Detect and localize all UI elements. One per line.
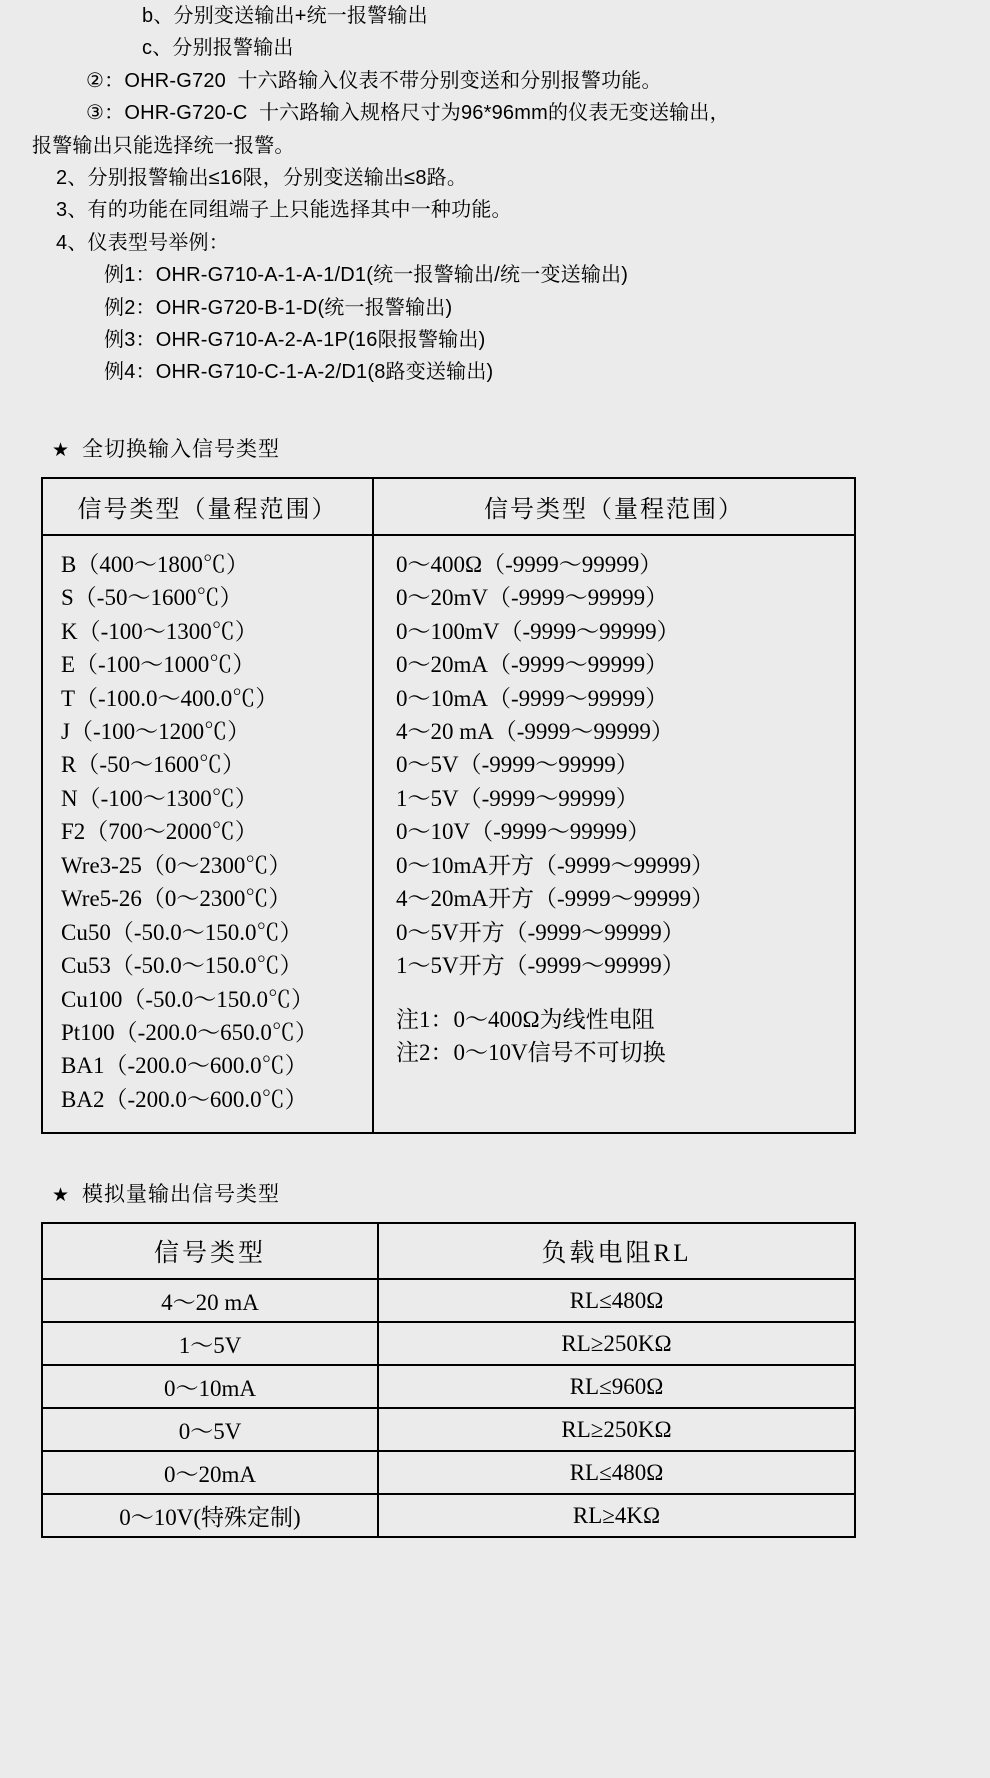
list-item: Wre3-25（0～2300℃） [61,852,292,878]
note-line: c、分别报警输出 [142,37,294,60]
cell-signal-type: 1～5V [42,1322,378,1365]
cell-signal-type: 0～10mA [42,1365,378,1408]
note-line: b、分别变送输出+统一报警输出 [142,5,428,27]
input-signal-table [41,477,856,1135]
cell-load-resistance: RL≥4KΩ [378,1494,855,1537]
note-item: 注1：0～400Ω为线性电阻 [396,1006,655,1032]
list-item: 0～20mV（-9999～99999） [396,585,669,611]
list-item: 0～400Ω（-9999～99999） [396,551,663,577]
input-right-cell [373,535,855,1134]
list-item: 0～5V开方（-9999～99999） [396,919,685,945]
model-example: 例2：OHR-G720-B-1-D(统一报警输出) [104,296,453,319]
note-line: 4、仪表型号举例： [56,231,229,254]
list-item: R（-50～1600℃） [61,752,245,778]
list-item: Wre5-26（0～2300℃） [61,886,292,912]
list-item: S（-50～1600℃） [61,585,243,611]
note-line: 2、分别报警输出≤16限，分别变送输出≤8路。 [56,166,468,189]
input-left-cell [42,535,373,1134]
section-title: 全切换输入信号类型 [82,437,281,461]
star-icon: ★ [52,1185,71,1207]
cell-load-resistance: RL≤960Ω [378,1365,855,1408]
list-item: J（-100～1200℃） [61,718,251,744]
cell-load-resistance: RL≤480Ω [378,1451,855,1494]
table-row [42,1279,855,1322]
list-item: 1～5V（-9999～99999） [396,785,639,811]
note-line: ③：OHR-G720-C 十六路输入规格尺寸为96*96mm的仪表无变送输出， [86,102,730,125]
list-item: N（-100～1300℃） [61,785,258,811]
model-example: 例3：OHR-G710-A-2-A-1P(16限报警输出) [104,328,486,351]
cell-load-resistance: RL≤480Ω [378,1279,855,1322]
table-row [42,1322,855,1365]
list-item: Pt100（-200.0～650.0℃） [61,1020,318,1046]
column-header-signal-type-left: 信号类型（量程范围） [42,478,373,535]
spacer [396,983,854,1003]
table-header-row [42,478,855,535]
model-example: 例4：OHR-G710-C-1-A-2/D1(8路变送输出) [104,361,494,384]
table-row [42,1408,855,1451]
cell-signal-type: 0～5V [42,1408,378,1451]
column-header-load-resistance: 负载电阻RL [378,1223,855,1279]
table-header-row [42,1223,855,1279]
table-row [42,1494,855,1537]
list-item: 0～10mA开方（-9999～99999） [396,852,715,878]
section-title: 模拟量输出信号类型 [82,1183,281,1207]
notes-block [24,0,966,389]
note-line: 3、有的功能在同组端子上只能选择其中一种功能。 [56,199,512,222]
cell-signal-type: 0～10V(特殊定制) [42,1494,378,1537]
list-item: 0～10V（-9999～99999） [396,819,651,845]
list-item: 0～20mA（-9999～99999） [396,652,669,678]
note-item: 注2：0～10V信号不可切换 [396,1040,666,1066]
list-item: 0～100mV（-9999～99999） [396,618,680,644]
list-item: 1～5V开方（-9999～99999） [396,953,685,979]
list-item: Cu100（-50.0～150.0℃） [61,986,314,1012]
analog-output-table [41,1222,856,1538]
cell-signal-type: 4～20 mA [42,1279,378,1322]
table-row [42,1451,855,1494]
cell-load-resistance: RL≥250KΩ [378,1322,855,1365]
cell-load-resistance: RL≥250KΩ [378,1408,855,1451]
list-item: BA2（-200.0～600.0℃） [61,1086,308,1112]
cell-signal-type: 0～20mA [42,1451,378,1494]
column-header-signal-type-right: 信号类型（量程范围） [373,478,855,535]
star-icon: ★ [52,439,71,461]
list-item: T（-100.0～400.0℃） [61,685,279,711]
table-body-row [42,535,855,1134]
list-item: B（400～1800℃） [61,551,249,577]
list-item: Cu50（-50.0～150.0℃） [61,919,303,945]
list-item: 4～20mA开方（-9999～99999） [396,886,715,912]
list-item: Cu53（-50.0～150.0℃） [61,953,303,979]
list-item: BA1（-200.0～600.0℃） [61,1053,308,1079]
note-line: 报警输出只能选择统一报警。 [32,134,295,157]
model-example: 例1：OHR-G710-A-1-A-1/D1(统一报警输出/统一变送输出) [104,264,629,287]
list-item: E（-100～1000℃） [61,652,256,678]
note-line: ②：OHR-G720 十六路输入仪表不带分别变送和分别报警功能。 [86,69,662,92]
list-item: 4～20 mA（-9999～99999） [396,718,674,744]
list-item: 0～10mA（-9999～99999） [396,685,669,711]
analog-output-section-heading [24,1178,966,1208]
list-item: F2（700～2000℃） [61,819,258,845]
list-item: 0～5V（-9999～99999） [396,752,639,778]
input-signal-section-heading [24,433,966,463]
list-item: K（-100～1300℃） [61,618,258,644]
table-row [42,1365,855,1408]
column-header-signal-type: 信号类型 [42,1223,378,1279]
